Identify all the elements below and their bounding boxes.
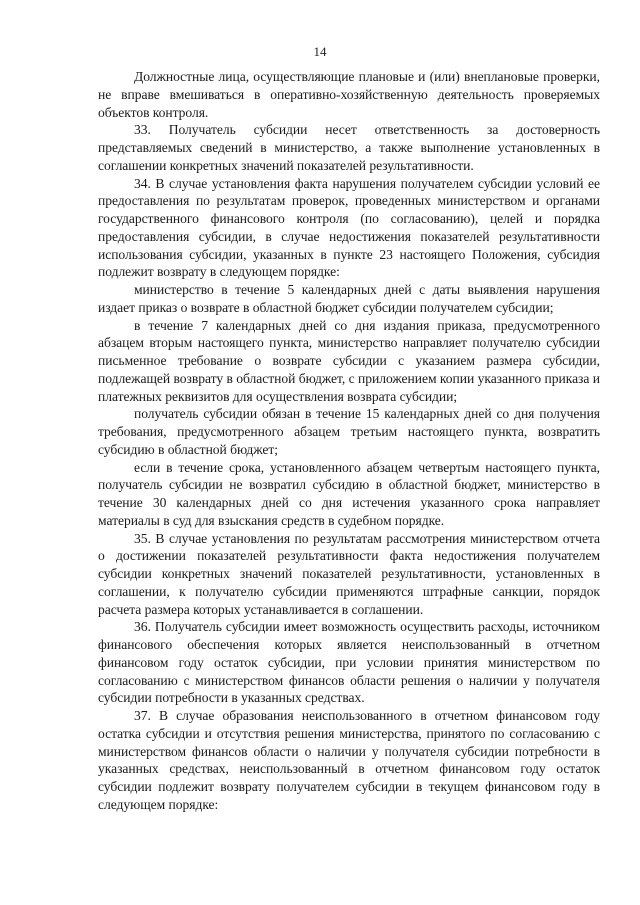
paragraph-item-33: 33. Получатель субсидии несет ответственность за достоверность представляемых сведений в министерство, а также выполнение установленных в соглашении конкретных значений показателей результативности.	[98, 122, 600, 173]
paragraph-inspection-officials: Должностные лица, осуществляющие плановые и (или) внеплановые проверки, не вправе вмешиваться в оперативно-хозяйственную деятельность проверяемых объектов контроля.	[98, 69, 600, 120]
paragraph-item-36: 36. Получатель субсидии имеет возможность осуществить расходы, источником финансового обеспечения которых является неиспользованный в отчетном финансовом году остаток субсидии, при условии принятия министерством по согласованию с министерством финансов области решения о наличии у получателя субсидии потребности в указанных средствах.	[98, 619, 600, 706]
page-number: 14	[313, 44, 327, 59]
paragraph-item-34-step-3: получатель субсидии обязан в течение 15 календарных дней со дня получения требования, предусмотренного абзацем третьим настоящего пункта, возвратить субсидию в областной бюджет;	[98, 406, 600, 457]
paragraph-item-35: 35. В случае установления по результатам рассмотрения министерством отчета о достижении показателей результативности факта недостижения получателем субсидии конкретных значений показателей результативности, установленных в соглашении, к получателю субсидии применяются штрафные санкции, порядок расчета размера которых устанавливается в соглашении.	[98, 530, 600, 617]
paragraph-item-34-step-2: в течение 7 календарных дней со дня издания приказа, предусмотренного абзацем вторым настоящего пункта, министерство направляет получателю субсидии письменное требование о возврате субсидии с указанием размера субсидии, подлежащей возврату в областной бюджет, с приложением копии указанного приказа и платежных реквизитов для осуществления возврата субсидии;	[98, 317, 600, 404]
paragraph-item-37: 37. В случае образования неиспользованного в отчетном финансовом году остатка субсидии и отсутствия решения министерства, принятого по согласованию с министерством финансов области о наличии у получателя субсидии потребности в указанных средствах, неиспользованный в отчетном финансовом году остаток субсидии подлежит возврату получателем субсидии в текущем финансовом году в следующем порядке:	[98, 708, 600, 812]
document-body	[98, 68, 600, 814]
paragraph-item-34: 34. В случае установления факта нарушения получателем субсидии условий ее предоставления по результатам проверок, проведенных министерством и органами государственного финансового контроля (по согласованию), целей и порядка предоставления субсидии, в случае недостижения показателей результативности использования субсидии, указанных в пункте 23 настоящего Положения, субсидия подлежит возврату в следующем порядке:	[98, 175, 600, 280]
paragraph-item-34-step-1: министерство в течение 5 календарных дней с даты выявления нарушения издает приказ о возврате в областной бюджет субсидии получателем субсидии;	[98, 282, 600, 315]
paragraph-item-34-step-4: если в течение срока, установленного абзацем четвертым настоящего пункта, получатель субсидии не возвратил субсидию в областной бюджет, министерство в течение 30 календарных дней со дня истечения указанного срока направляет материалы в суд для взыскания средств в судебном порядке.	[98, 459, 600, 528]
